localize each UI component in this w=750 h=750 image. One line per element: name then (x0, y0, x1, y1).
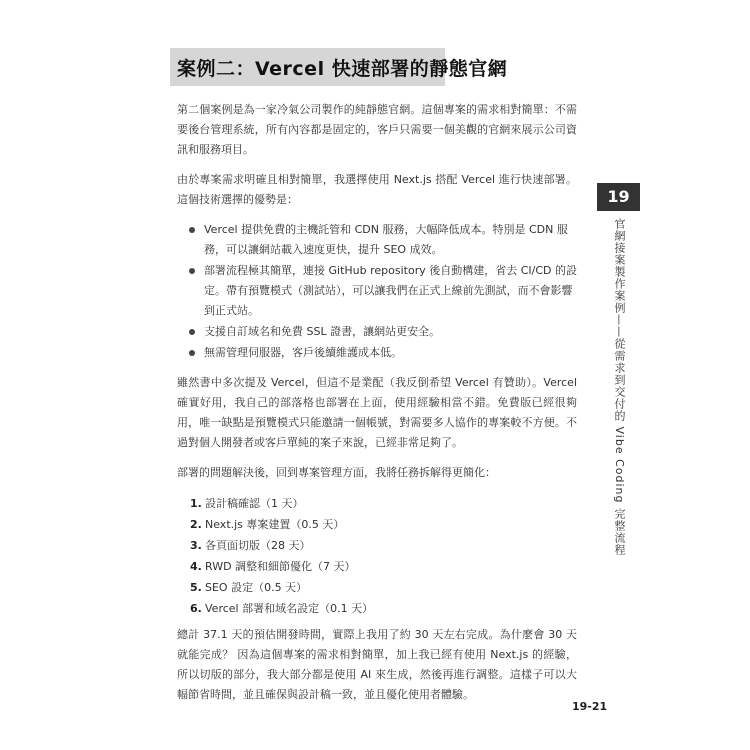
list-item: 6. Vercel 部署和域名設定（0.1 天） (190, 602, 374, 615)
page-content (177, 100, 577, 715)
list-item: 5. SEO 設定（0.5 天） (190, 581, 308, 594)
list-item: 1. 設計稿確認（1 天） (190, 497, 304, 510)
paragraph-summary: 總計 37.1 天的預估開發時間，實際上我用了約 30 天左右完成。為什麼會 30 天就能完成？ 因為這個專案的需求相對簡單，加上我已經有使用 Next.js 的經驗，所以切版的部分，我大部分都是使用 AI 來生成，然後再進行調整。這樣子可以大幅節省時間，並且確保與設計稿一致，並且優化使用者體驗。 (177, 628, 577, 701)
bullet-icon (189, 268, 195, 274)
task-list (177, 493, 577, 619)
list-item: 支援自訂域名和免費 SSL 證書，讓網站更安全。 (177, 322, 577, 342)
paragraph-intro: 第二個案例是為一家冷氣公司製作的純靜態官網。這個專案的需求相對簡單：不需要後台管理系統，所有內容都是固定的，客戶只需要一個美觀的官網來展示公司資訊和服務項目。 (177, 103, 577, 156)
bullet-icon (189, 329, 195, 335)
paragraph-tech-choice: 由於專案需求明確且相對簡單，我選擇使用 Next.js 搭配 Vercel 進行快速部署。這個技術選擇的優勢是： (177, 173, 577, 206)
page-number: 19-21 (572, 700, 608, 713)
list-item: 部署流程極其簡單，連接 GitHub repository 後自動構建，省去 CI/CD 的設定。帶有預覽模式（測試站），可以讓我們在正式上線前先測試，而不會影響到正式站。 (177, 261, 577, 321)
chapter-number-tab: 19 (597, 183, 640, 211)
bullet-icon (189, 350, 195, 356)
list-item: Vercel 提供免費的主機託管和 CDN 服務，大幅降低成本。特別是 CDN 服務，可以讓網站載入速度更快，提升 SEO 成效。 (177, 220, 577, 260)
list-item: 2. Next.js 專案建置（0.5 天） (190, 518, 345, 531)
list-item: 3. 各頁面切版（28 天） (190, 539, 311, 552)
section-title: 案例二：Vercel 快速部署的靜態官網 (177, 58, 508, 80)
list-item: 4. RWD 調整和細節優化（7 天） (190, 560, 356, 573)
paragraph-vercel-note: 雖然書中多次提及 Vercel，但這不是業配（我反倒希望 Vercel 有贊助）。Vercel 確實好用，我自己的部落格也部署在上面，使用經驗相當不錯。免費版已經很夠用，唯一缺點是預覽模式只能邀請一個帳號，對需要多人協作的專案較不方便。不過對個人開發者或客戶單純的案子來說，已經非常足夠了。 (177, 376, 577, 449)
bullet-icon (189, 227, 195, 233)
paragraph-task-intro: 部署的問題解決後，回到專案管理方面，我將任務拆解得更簡化： (177, 466, 496, 479)
list-item: 無需管理伺服器，客戶後續維護成本低。 (177, 343, 577, 363)
advantages-list (177, 220, 577, 363)
chapter-title-vertical: 官網接案製作案例——從需求到交付的 Vibe Coding 完整流程 (613, 218, 626, 556)
